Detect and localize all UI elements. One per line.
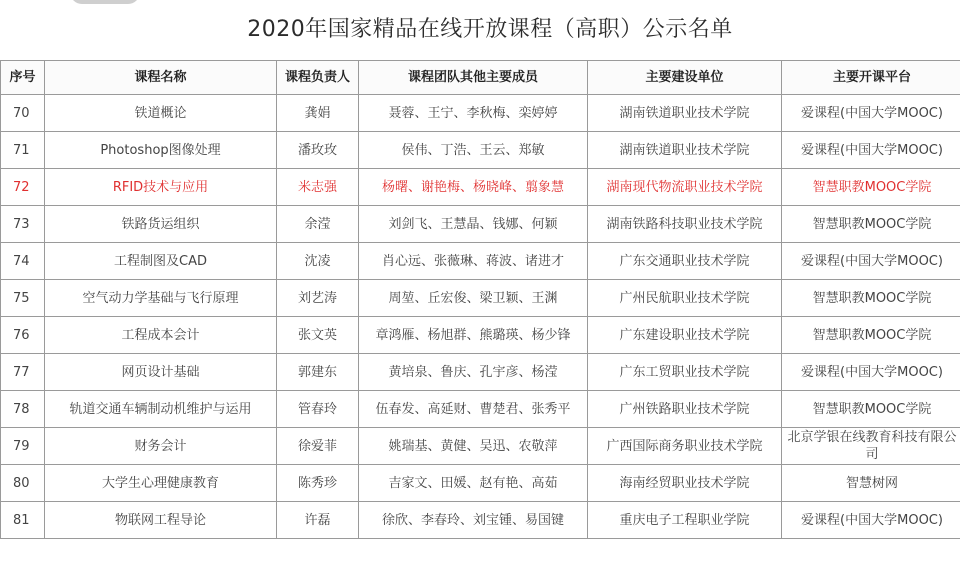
page-title: 2020年国家精品在线开放课程（高职）公示名单 (247, 17, 733, 42)
header-no: 序号 (1, 61, 45, 95)
cell-team-members: 侯伟、丁浩、王云、郑敏 (359, 132, 588, 169)
cell-no: 72 (1, 169, 45, 206)
cell-platform: 智慧职教MOOC学院 (782, 206, 960, 243)
cell-course-name: 轨道交通车辆制动机维护与运用 (45, 391, 277, 428)
cell-platform: 智慧职教MOOC学院 (782, 317, 960, 354)
cell-course-lead: 余滢 (277, 206, 359, 243)
cell-institution: 广东工贸职业技术学院 (588, 354, 782, 391)
cell-course-name: 工程制图及CAD (45, 243, 277, 280)
cell-platform: 智慧职教MOOC学院 (782, 391, 960, 428)
cell-course-name: 财务会计 (45, 428, 277, 465)
cell-institution: 湖南铁道职业技术学院 (588, 132, 782, 169)
cell-course-lead: 张文英 (277, 317, 359, 354)
header-course-name: 课程名称 (45, 61, 277, 95)
cell-institution: 广东建设职业技术学院 (588, 317, 782, 354)
header-team-members: 课程团队其他主要成员 (359, 61, 588, 95)
table-row (1, 502, 960, 539)
cell-no: 79 (1, 428, 45, 465)
cell-team-members: 肖心远、张薇琳、蒋波、诸进才 (359, 243, 588, 280)
cell-course-lead: 许磊 (277, 502, 359, 539)
cell-no: 75 (1, 280, 45, 317)
table-row (1, 206, 960, 243)
top-edge-shadow (70, 0, 140, 4)
cell-team-members: 吉家文、田媛、赵有艳、高茹 (359, 465, 588, 502)
cell-institution: 湖南铁路科技职业技术学院 (588, 206, 782, 243)
header-course-lead: 课程负责人 (277, 61, 359, 95)
cell-institution: 广州民航职业技术学院 (588, 280, 782, 317)
cell-platform: 爱课程(中国大学MOOC) (782, 243, 960, 280)
cell-course-name: RFID技术与应用 (45, 169, 277, 206)
cell-team-members: 聂蓉、王宁、李秋梅、栾婷婷 (359, 95, 588, 132)
cell-team-members: 黄培泉、鲁庆、孔宇彦、杨滢 (359, 354, 588, 391)
cell-institution: 重庆电子工程职业学院 (588, 502, 782, 539)
cell-team-members: 杨曙、谢艳梅、杨晓峰、翦象慧 (359, 169, 588, 206)
cell-platform: 智慧树网 (782, 465, 960, 502)
table-row (1, 243, 960, 280)
table-row (1, 132, 960, 169)
cell-course-lead: 管春玲 (277, 391, 359, 428)
cell-no: 78 (1, 391, 45, 428)
cell-team-members: 徐欣、李春玲、刘宝锺、易国键 (359, 502, 588, 539)
cell-course-lead: 潘玫玫 (277, 132, 359, 169)
cell-course-lead: 刘艺涛 (277, 280, 359, 317)
cell-no: 76 (1, 317, 45, 354)
cell-platform: 爱课程(中国大学MOOC) (782, 354, 960, 391)
cell-course-name: 铁路货运组织 (45, 206, 277, 243)
cell-team-members: 姚瑞基、黄健、吴迅、农敬萍 (359, 428, 588, 465)
table-row (1, 465, 960, 502)
cell-institution: 广西国际商务职业技术学院 (588, 428, 782, 465)
cell-course-name: 物联网工程导论 (45, 502, 277, 539)
cell-course-lead: 龚娟 (277, 95, 359, 132)
cell-no: 71 (1, 132, 45, 169)
table-row (1, 428, 960, 465)
cell-course-name: Photoshop图像处理 (45, 132, 277, 169)
cell-institution: 海南经贸职业技术学院 (588, 465, 782, 502)
table-header-row (1, 61, 960, 95)
cell-course-lead: 米志强 (277, 169, 359, 206)
cell-course-name: 工程成本会计 (45, 317, 277, 354)
cell-course-name: 空气动力学基础与飞行原理 (45, 280, 277, 317)
cell-no: 80 (1, 465, 45, 502)
table-row (1, 95, 960, 132)
course-list-table-container (0, 60, 960, 539)
cell-team-members: 伍春发、高延财、曹楚君、张秀平 (359, 391, 588, 428)
table-row (1, 354, 960, 391)
cell-course-lead: 沈凌 (277, 243, 359, 280)
cell-platform: 爱课程(中国大学MOOC) (782, 95, 960, 132)
course-list-table (0, 60, 960, 539)
cell-no: 73 (1, 206, 45, 243)
cell-course-lead: 郭建东 (277, 354, 359, 391)
cell-institution: 广东交通职业技术学院 (588, 243, 782, 280)
cell-no: 74 (1, 243, 45, 280)
cell-platform: 北京学银在线教育科技有限公司 (782, 428, 960, 465)
cell-course-name: 大学生心理健康教育 (45, 465, 277, 502)
cell-course-lead: 陈秀珍 (277, 465, 359, 502)
table-row-highlighted (1, 169, 960, 206)
cell-team-members: 章鸿雁、杨旭群、熊璐瑛、杨少锋 (359, 317, 588, 354)
table-row (1, 391, 960, 428)
cell-institution: 广州铁路职业技术学院 (588, 391, 782, 428)
cell-course-name: 网页设计基础 (45, 354, 277, 391)
cell-institution: 湖南现代物流职业技术学院 (588, 169, 782, 206)
cell-institution: 湖南铁道职业技术学院 (588, 95, 782, 132)
table-row (1, 317, 960, 354)
cell-course-lead: 徐爱菲 (277, 428, 359, 465)
header-institution: 主要建设单位 (588, 61, 782, 95)
cell-platform: 爱课程(中国大学MOOC) (782, 502, 960, 539)
cell-no: 81 (1, 502, 45, 539)
cell-platform: 爱课程(中国大学MOOC) (782, 132, 960, 169)
cell-team-members: 刘剑飞、王慧晶、钱娜、何颖 (359, 206, 588, 243)
table-row (1, 280, 960, 317)
cell-platform: 智慧职教MOOC学院 (782, 169, 960, 206)
cell-course-name: 铁道概论 (45, 95, 277, 132)
cell-team-members: 周堃、丘宏俊、梁卫颖、王渊 (359, 280, 588, 317)
cell-platform: 智慧职教MOOC学院 (782, 280, 960, 317)
header-platform: 主要开课平台 (782, 61, 960, 95)
cell-no: 77 (1, 354, 45, 391)
cell-no: 70 (1, 95, 45, 132)
